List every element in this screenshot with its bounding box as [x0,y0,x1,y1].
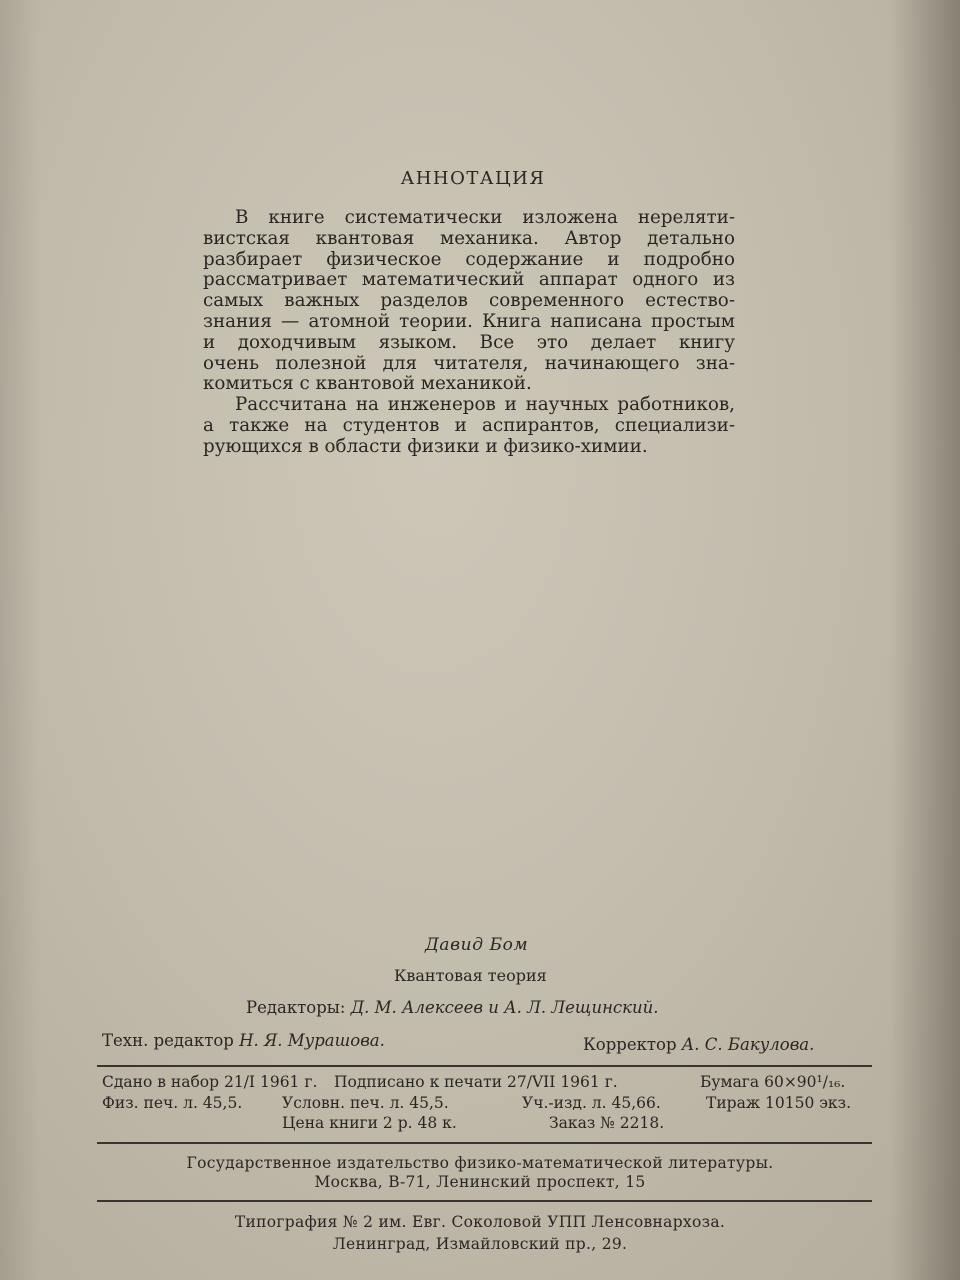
divider [97,1142,872,1144]
corrector-name: А. С. Бакулова. [681,1035,815,1054]
imprint-order: Заказ № 2218. [549,1114,665,1132]
editors-label: Редакторы: [246,998,346,1017]
imprint-print-run: Тираж 10150 экз. [706,1094,852,1112]
annotation-heading: АННОТАЦИЯ [400,168,546,189]
tech-editor-line [102,1031,385,1050]
annotation-line: разбирает физическое содержание и подробно [203,248,735,270]
divider [97,1065,872,1067]
annotation-line: знания — атомной теории. Книга написана простым [203,310,735,332]
annotation-line: Рассчитана на инженеров и научных работников, [235,394,735,416]
imprint-cond-sheets: Условн. печ. л. 45,5. [282,1094,449,1112]
editors-line [246,998,659,1017]
annotation-line: рассматривает математический аппарат одного из [203,269,735,291]
annotation-line: очень полезной для читателя, начинающего зна- [203,352,735,374]
annotation-line: рующихся в области физики и физико-химии. [203,435,648,457]
publisher-address: Москва, В-71, Ленинский проспект, 15 [314,1173,646,1191]
annotation-text [203,208,735,458]
tech-editor-label: Техн. редактор [102,1031,234,1050]
annotation-line: а также на студентов и аспирантов, специализи- [203,414,735,436]
author-name: Давид Бом [425,935,529,955]
annotation-line: комиться с квантовой механикой. [203,373,532,395]
publisher-line: Государственное издательство физико-математической литературы. [186,1154,774,1172]
annotation-line: и доходчивым языком. Все это делает книгу [203,331,735,353]
book-title: Квантовая теория [394,966,547,985]
editors-names: Д. М. Алексеев и А. Л. Лещинский. [350,998,659,1017]
imprint-phys-sheets: Физ. печ. л. 45,5. [102,1094,243,1112]
imprint-price: Цена книги 2 р. 48 к. [282,1114,457,1132]
printer-line: Типография № 2 им. Евг. Соколовой УПП Ленсовнархоза. [234,1213,726,1231]
annotation-line: В книге систематически изложена нереляти- [235,207,735,228]
corrector-label: Корректор [583,1035,677,1054]
imprint-paper: Бумага 60×90¹/₁₆. [700,1073,846,1091]
tech-editor-name: Н. Я. Мурашова. [239,1031,385,1050]
divider [97,1200,872,1202]
page-shadow-left [0,0,40,1280]
page-shadow-right [890,0,960,1280]
imprint-acc-sheets: Уч.-изд. л. 45,66. [522,1094,661,1112]
corrector-line [583,1035,814,1054]
annotation-line: вистская квантовая механика. Автор детально [203,227,735,249]
printer-address: Ленинград, Измайловский пр., 29. [332,1235,628,1253]
annotation-line: самых важных разделов современного естество- [203,290,735,312]
imprint-submitted: Сдано в набор 21/I 1961 г. [102,1073,318,1091]
imprint-signed: Подписано к печати 27/VII 1961 г. [334,1073,618,1091]
